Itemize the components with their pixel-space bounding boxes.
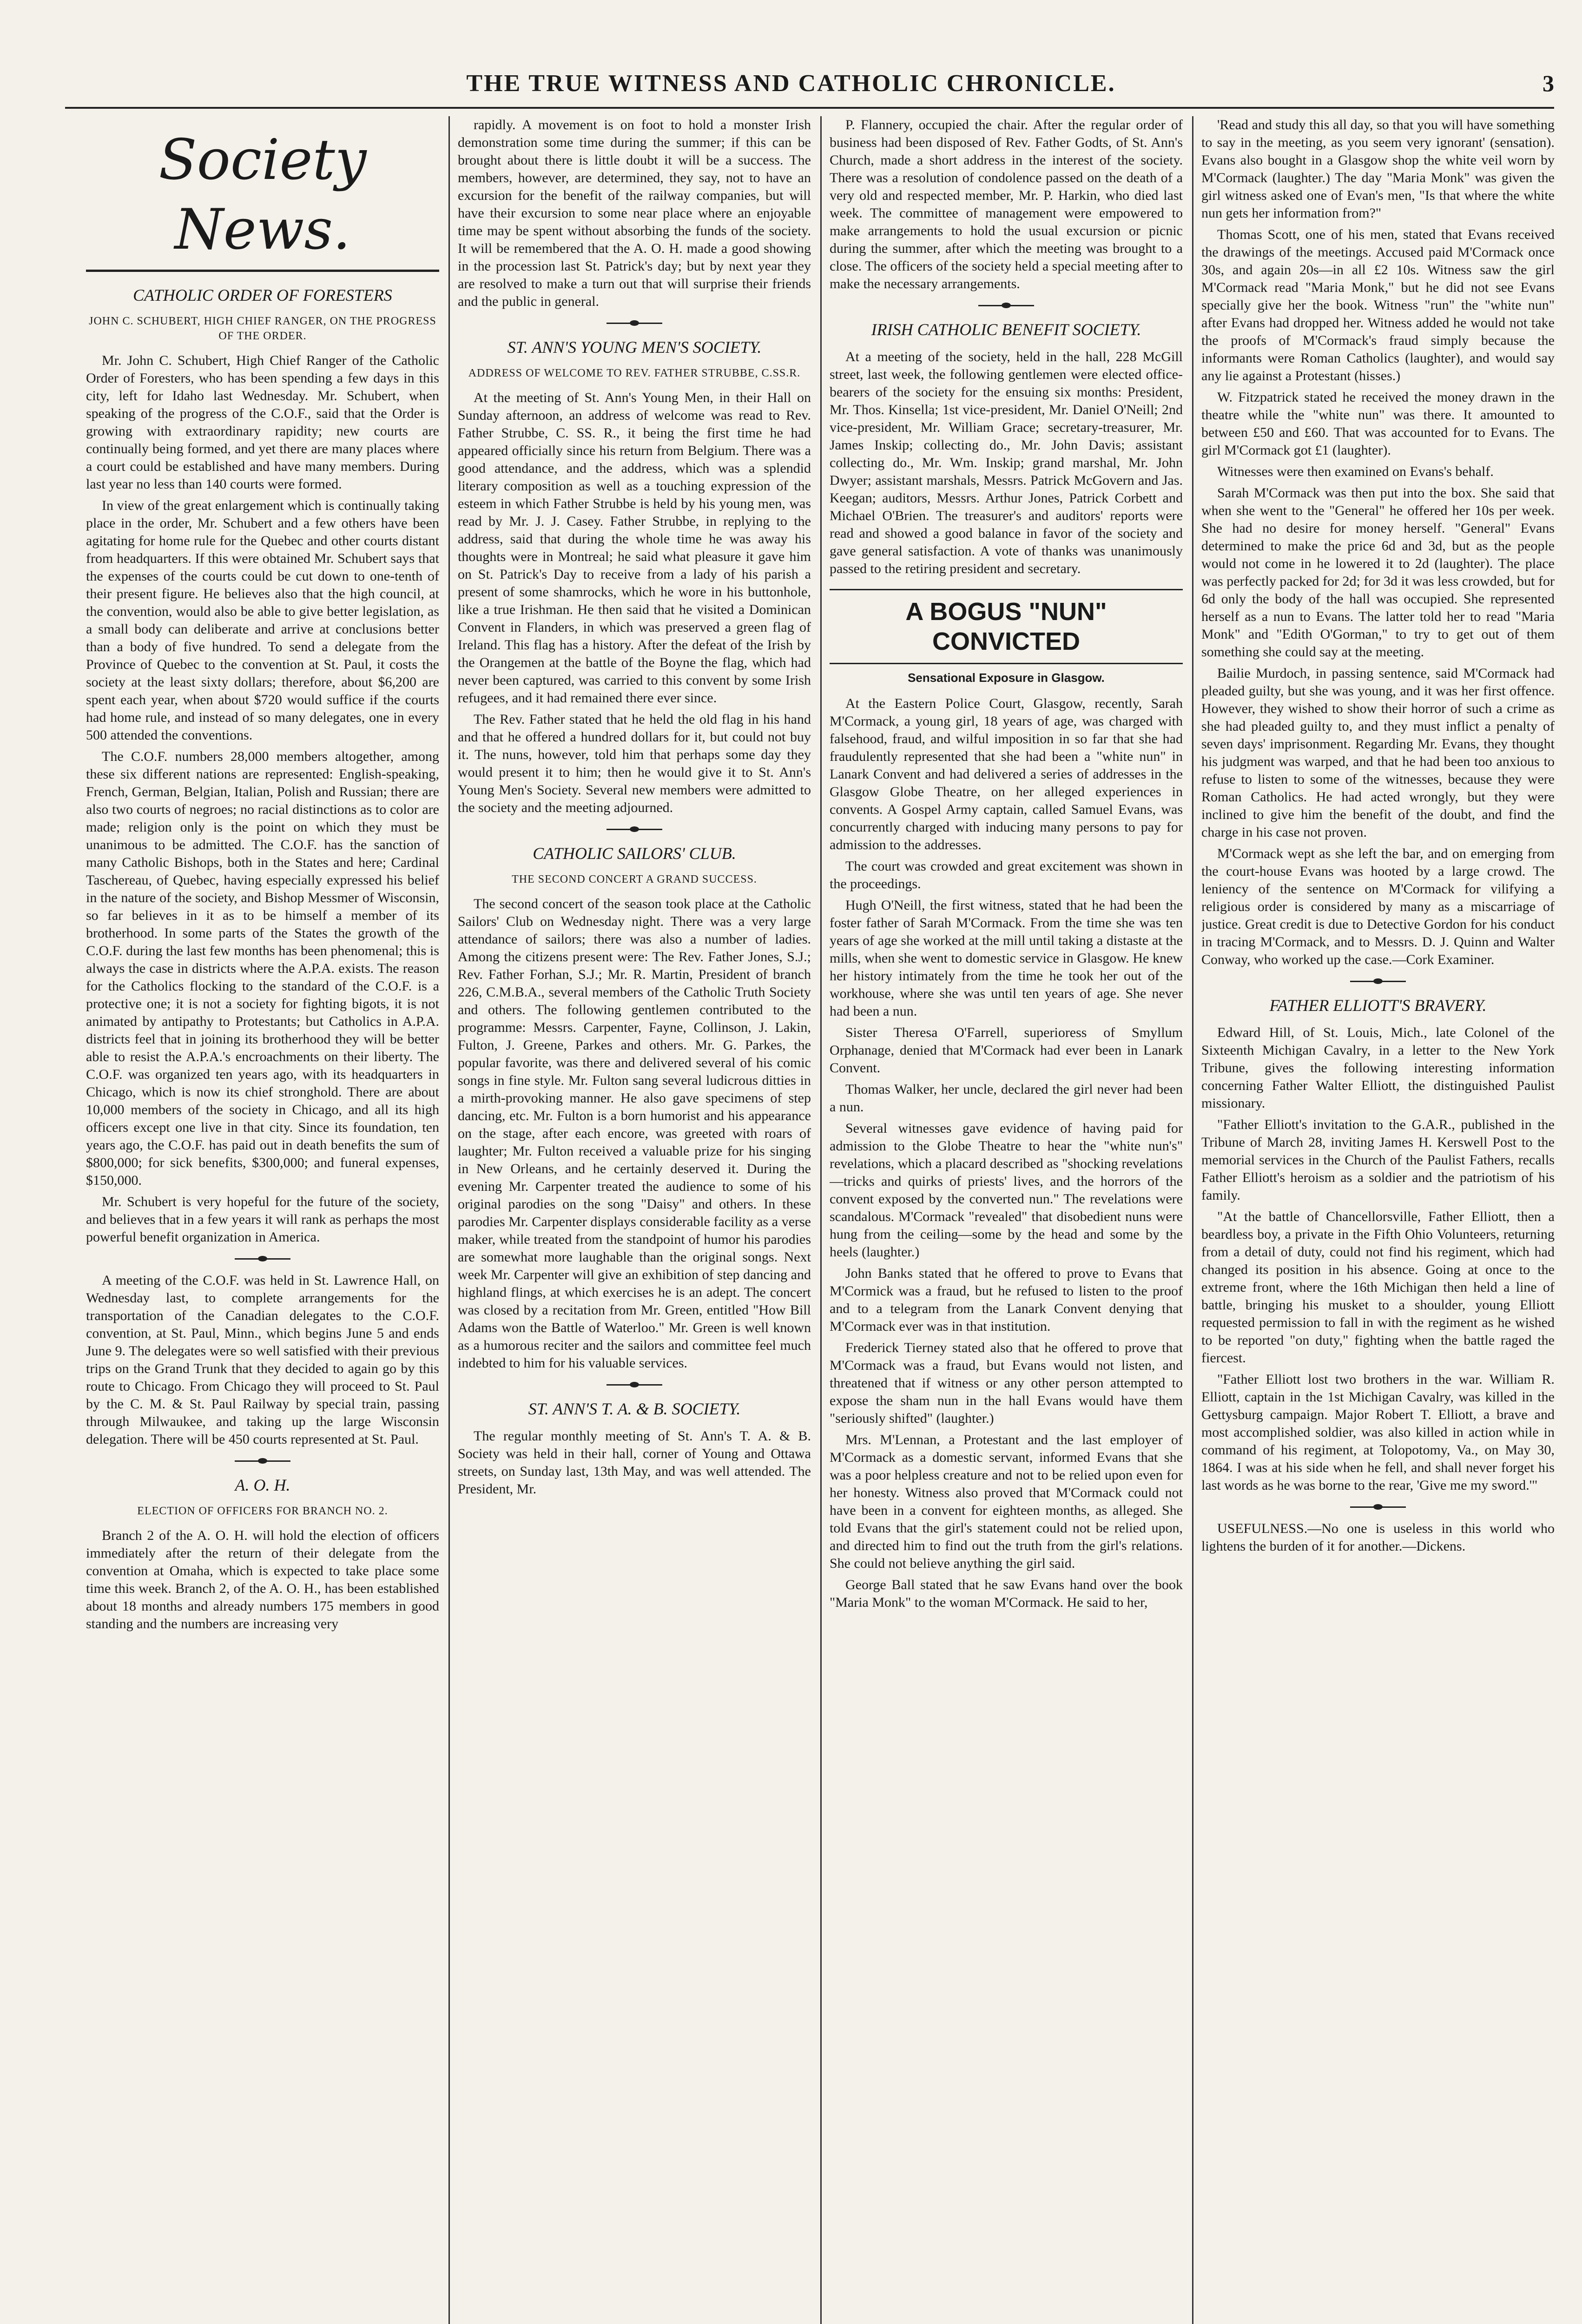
paragraph: The C.O.F. numbers 28,000 members altogether, among these six different nations are represented: English-speaking, French, German, Belgian, Italian, Polish and Russian; there are also two courts of negroes; no racial distinctions as to color are made; religion only is the point on which they must be unanimous to be admitted. The C.O.F. has the sanction of many Catholic Bishops, both in the States and here; Cardinal Taschereau, of Quebec, having especially expressed his belief in the nature of the society, and Bishop Messmer of Wisconsin, so far believes in it as to be himself a member of its brotherhood. In some parts of the States the growth of the C.O.F. during the last few months has been phenomenal; this is always the case in districts where the A.P.A. exists. The reason for the Catholics flocking to the standard of the C.O.F. is a protective one; it is not a society for fighting bigots, it is not animated by antipathy to Protestants; but Catholics in A.P.A. districts feel that in joining its brotherhood they will be better able to resist the A.P.A.'s encroachments on their liberty. The C.O.F. was organized ten years ago, with its headquarters in Chicago, which is now its chief stronghold. There are about 10,000 members of the society in Chicago, and all its high officers except one live in that city. Since its foundation, ten years ago, the C.O.F. has paid out in death benefits the sum of $800,000; for sick benefits, $300,000; and funeral expenses, $150,000.: [86, 749, 439, 1188]
paragraph: Witnesses were then examined on Evans's behalf.: [1217, 464, 1494, 479]
paragraph: Hugh O'Neill, the first witness, stated that he had been the foster father of Sarah M'Cormack. From the time she was ten years of age she worked at the mill until taking a distaste at the mills, when she went to domestic service in Glasgow. He knew her history intimately from the time he took her out of the workhouse, where she was until ten years of age. She never had been a nun.: [830, 898, 1183, 1019]
column-divider: [448, 116, 450, 2324]
separator: [606, 829, 662, 830]
paragraph: Sister Theresa O'Farrell, superioress of Smyllum Orphanage, denied that M'Cormack had ever been in Lanark Convent.: [830, 1025, 1183, 1076]
paragraph: Mrs. M'Lennan, a Protestant and the last employer of M'Cormack as a domestic servant, informed Evans that she was a poor helpless creature and not to be relied upon even for her honesty. Witness also proved that M'Cormack could not have been in a convent for eighteen months, as alleged. She told Evans that the girl's statement could not be relied upon, and directed him to find out the truth from the girl's relations. She could not believe anything the girl said.: [830, 1432, 1183, 1571]
article-headline: A BOGUS "NUN" CONVICTED: [830, 589, 1183, 664]
paragraph: John Banks stated that he offered to prove to Evans that M'Cormick was a fraud, but he refused to listen to the proof and to a telegram from the Lanark Convent denying that M'Cormack ever was in that institution.: [830, 1266, 1183, 1334]
column-2: [458, 116, 811, 2324]
article-heading: CATHOLIC ORDER OF FORESTERS: [133, 286, 392, 304]
paragraph: Several witnesses gave evidence of having paid for admission to the Globe Theatre to hear the "white nun's" revelations, which a placard described as "shocking revelations—tricks and quirks of priests' lives, and the horrors of the convent exposed by the converted nun." The revelations were scandalous. M'Cormack "revealed" that disobedient nuns were hung from the ceiling—some by the head and some by the heels (laughter.): [830, 1121, 1183, 1260]
paragraph: Sarah M'Cormack was then put into the box. She said that when she went to the "General" he offered her 10s per week. She had no desire for money herself. "General" Evans determined to make the price 6d and 3d, but as the people would not come in he lowered it to 2d (laughter). The place was perfectly packed for 2d; for 3d it was less crowded, but for 6d only the body of the hall was occupied. She represented herself as a nun to Evans. The latter told her to read "Maria Monk" and "Edith O'Gorman," to try to get out of them something she could say at the meeting.: [1201, 485, 1555, 660]
article-subheading: ELECTION OF OFFICERS FOR BRANCH NO. 2.: [137, 1505, 388, 1517]
paragraph: Thomas Walker, her uncle, declared the girl never had been a nun.: [830, 1082, 1183, 1115]
paragraph: Bailie Murdoch, in passing sentence, said M'Cormack had pleaded guilty, but she was young, and it was her first offence. However, they wished to show their horror of such a crime as she had pleaded guilty to, and they must inflict a penalty of seven days' imprisonment. Regarding Mr. Evans, they thought his judgment was warped, and that he had been too anxious to refuse to listen to some of the witnesses, because they were Roman Catholics. He had acted wrongly, but they were inclined to give him the benefit of the doubt, and find the charge in his case not proven.: [1201, 666, 1555, 840]
article-heading: ST. ANN'S T. A. & B. SOCIETY.: [528, 1400, 741, 1418]
column-divider: [1192, 116, 1193, 2324]
article-subheading: Sensational Exposure in Glasgow.: [908, 671, 1105, 685]
article-heading: CATHOLIC SAILORS' CLUB.: [533, 844, 736, 863]
paragraph: rapidly. A movement is on foot to hold a monster Irish demonstration some time during the summer; if this can be brought about there is little doubt it will be a success. The members, however, are determined, they say, not to have an excursion for the benefit of the railway companies, but will have their excursion to some near place where an enjoyable time may be spent without absorbing the funds of the society. It will be remembered that the A. O. H. made a good showing in the procession last St. Patrick's day; but by next year they are resolved to make a turn out that will surprise their friends and the public in general.: [458, 117, 811, 309]
separator: [235, 1460, 290, 1462]
section-title: Society News.: [158, 128, 367, 262]
article-heading: IRISH CATHOLIC BENEFIT SOCIETY.: [871, 320, 1141, 339]
paragraph: The regular monthly meeting of St. Ann's T. A. & B. Society was held in their hall, corner of Young and Ottawa streets, on Sunday last, 13th May, and was well attended. The President, Mr.: [458, 1428, 811, 1497]
paragraph: USEFULNESS.—No one is useless in this world who lightens the burden of it for another.—Dickens.: [1201, 1521, 1555, 1554]
paragraph: W. Fitzpatrick stated he received the money drawn in the theatre while the "white nun" was there. It amounted to between £50 and £60. That was accounted for to Evans. The girl M'Cormack got £1 (laughter).: [1201, 390, 1555, 458]
paragraph: At the Eastern Police Court, Glasgow, recently, Sarah M'Cormack, a young girl, 18 years of age, was charged with falsehood, fraud, and wilful imposition in so far that she had fraudulently represented that she had been a "white nun" in Lanark Convent and had delivered a series of addresses in the Glasgow Globe Theatre, on her alleged experiences in convents. A Gospel Army captain, called Samuel Evans, was concurrently charged with inducing many persons to pay for admission to the addresses.: [830, 696, 1183, 852]
paragraph: "Father Elliott lost two brothers in the war. William R. Elliott, captain in the 1st Michigan Cavalry, was killed in the Gettysburg campaign. Major Robert T. Elliott, a brave and most accomplished soldier, was also killed in action while in command of his regiment, at Tolopotomy, Va., on May 30, 1864. I was at his side when he fell, and shall never forget his last words as he was borne to the rear, 'Give me my sword.'": [1201, 1372, 1555, 1493]
paragraph: In view of the great enlargement which is continually taking place in the order, Mr. Schubert and a few others have been agitating for home rule for the Quebec and other courts distant from headquarters. If this were obtained Mr. Schubert says that the expenses of the courts could be cut down to one-tenth of their present figure. He believes also that the high council, at the convention, would also be able to give better legislation, as a small body can deliberate and arrive at conclusions better than a body of five hundred. To send a delegate from the Province of Quebec to the convention at St. Paul, it costs the society at the least sixty dollars; therefore, about $6,200 are spent each year, when about $720 would suffice if the courts had home rule, and instead of so many delegates, one in every 500 attended the conventions.: [86, 498, 439, 743]
column-divider: [820, 116, 822, 2324]
separator: [978, 305, 1034, 306]
paragraph: The Rev. Father stated that he held the old flag in his hand and that he offered a hundred dollars for it, but could not buy it. The nuns, however, told him that perhaps some day they would present it to him; then he would give it to St. Ann's Young Men's Society. Several new members were admitted to the society and the meeting adjourned.: [458, 712, 811, 815]
paragraph: Mr. John C. Schubert, High Chief Ranger of the Catholic Order of Foresters, who has been spending a few days in this city, left for Idaho last Wednesday. Mr. Schubert, when speaking of the progress of the C.O.F., said that the Order is growing with extraordinary rapidity; new courts are continually being formed, and yet there are many places where a court could be established and have many members. During last year no less than 140 courts were formed.: [86, 353, 439, 492]
separator: [235, 1258, 290, 1260]
paragraph: At a meeting of the society, held in the hall, 228 McGill street, last week, the following gentlemen were elected office-bearers of the society for the ensuing six months: President, Mr. Thos. Kinsella; 1st vice-president, Mr. Daniel O'Neill; 2nd vice-president, Mr. William Grace; secretary-treasurer, Mr. James Inskip; collecting do., Mr. John Davis; assistant collecting do., Mr. Wm. Inskip; grand marshal, Mr. John Dwyer; assistant marshals, Messrs. Patrick McGovern and Jas. Keegan; auditors, Messrs. Arthur Jones, Patrick Corbett and Michael O'Brien. The treasurer's and auditors' reports were read and showed a good balance in favor of the society and gave general satisfaction. A vote of thanks was unanimously passed to the retiring president and secretary.: [830, 349, 1183, 576]
header-rule: [65, 107, 1554, 109]
column-4: [1201, 116, 1555, 2324]
paragraph: The second concert of the season took place at the Catholic Sailors' Club on Wednesday night. There was a very large attendance of sailors; there was also a number of ladies. Among the citizens present were: The Rev. Father Jones, S.J.; Rev. Father Forhan, S.J.; Mr. R. Martin, President of branch 226, C.M.B.A., several members of the Catholic Truth Society and others. The following gentlemen contributed to the programme: Messrs. Carpenter, Fayne, Collinson, J. Lakin, Fulton, J. Greene, Parkes and others. Mr. G. Parkes, the popular favorite, was there and delivered several of his comic songs in fine style. Mr. Fulton sang several ludicrous ditties in a mirth-provoking manner. He also gave specimens of step dancing, etc. Mr. Fulton is a born humorist and his appearance on the stage, after each encore, was greeted with roars of laughter; Mr. Fulton received a valuable prize for his singing in New Orleans, and he certainly deserved it. During the evening Mr. Carpenter treated the audience to some of his original parodies on the song "Daisy" and others. In these parodies Mr. Carpenter displays considerable facility as a verse maker, while treated from the standpoint of humor his parodies are somewhat more laughable than the original songs. Next week Mr. Carpenter will give an exhibition of step dancing and highland flings, at which exercises he is an adept. The concert was closed by a recitation from Mr. Green, entitled "How Bill Adams won the Battle of Waterloo." Mr. Green is well known as a humorous reciter and the sailors and committee feel much indebted to him for his valuable services.: [458, 896, 811, 1371]
paragraph: "At the battle of Chancellorsville, Father Elliott, then a beardless boy, a private in the Fifth Ohio Volunteers, returning from a detail of duty, could not find his regiment, which had changed its position in his absence. Going at once to the extreme front, where the 16th Michigan then held a line of battle, bringing his musket to a shoulder, young Elliott requested permission to fall in with the regiment as he wished to be reported "on duty," fighting when the battle raged the fiercest.: [1201, 1209, 1555, 1366]
article-heading: FATHER ELLIOTT'S BRAVERY.: [1269, 996, 1487, 1015]
paragraph: 'Read and study this all day, so that you will have something to say in the meeting, as you seem very ignorant' (sensation). Evans also bought in a Glasgow shop the white veil worn by M'Cormack (laughter.) The day "Maria Monk" was given the girl witness asked one of Evan's men, "Is that where the white nun gets her information from?": [1201, 117, 1555, 221]
page-header: [0, 0, 1582, 102]
paragraph: P. Flannery, occupied the chair. After the regular order of business had been disposed of Rev. Father Godts, of St. Ann's Church, made a short address in the interest of the society. There was a resolution of condolence passed on the death of a very old and respected member, Mr. P. Harkin, who died last week. The committee of management were empowered to make arrangements to hold the usual excursion or picnic during the summer, after which the meeting was brought to a close. The officers of the society held a special meeting after to make the necessary arrangements.: [830, 117, 1183, 291]
paragraph: Edward Hill, of St. Louis, Mich., late Colonel of the Sixteenth Michigan Cavalry, in a letter to the New York Tribune, gives the following interesting information concerning Father Walter Elliott, the distinguished Paulist missionary.: [1201, 1025, 1555, 1111]
paragraph: At the meeting of St. Ann's Young Men, in their Hall on Sunday afternoon, an address of welcome was read to Rev. Father Strubbe, C. SS. R., it being the first time he had appeared officially since his return from Belgium. There was a good attendance, and the address, which was a splendid literary composition as well as a touching expression of the esteem in which Father Strubbe is held by his young men, was read by Mr. J. J. Casey. Father Strubbe, in replying to the address, said that during the whole time he was away his thoughts were in Montreal; he said what pleasure it gave him on St. Patrick's Day to receive from a lady of his parish a present of some shamrocks, which he wore in his buttonhole, like a true Irishman. He then said that he visited a Dominican Convent in Flanders, in which was preserved a green flag of Ireland. This flag has a history. After the defeat of the Irish by the Orangemen at the battle of the Boyne the flag, which had never been captured, was carried to this convent by some Irish refugees, and it had remained there ever since.: [458, 390, 811, 706]
article-subheading: ADDRESS OF WELCOME TO REV. FATHER STRUBBE, C.SS.R.: [468, 367, 801, 379]
paragraph: George Ball stated that he saw Evans hand over the book "Maria Monk" to the woman M'Cormack. He said to her,: [830, 1577, 1183, 1610]
paragraph: M'Cormack wept as she left the bar, and on emerging from the court-house Evans was hooted by a large crowd. The leniency of the sentence on M'Cormack for vilifying a religious order is considered by many as a miscarriage of justice. Great credit is due to Detective Gordon for his conduct in tracing M'Cormack, and to Messrs. D. J. Quinn and Walter Conway, who worked up the case.—Cork Examiner.: [1201, 846, 1555, 967]
article-heading: ST. ANN'S YOUNG MEN'S SOCIETY.: [507, 338, 762, 357]
separator: [1350, 981, 1406, 982]
paragraph: Frederick Tierney stated also that he offered to prove that M'Cormack was a fraud, but Evans would not listen, and threatened that if witness or any other person attempted to expose the sham nun in the hall Evans would have them "seriously shifted" (laughter.): [830, 1340, 1183, 1426]
paragraph: Thomas Scott, one of his men, stated that Evans received the drawings of the meetings. Accused paid M'Cormack once 30s, and again 20s—in all £2 10s. Witness saw the girl M'Cormack read "Maria Monk," but he did not see Evans specially give her the book. Witness "run" the "white nun" after Evans had dropped her. Witness added he would not take the proofs of M'Cormack's fraud simply because the informants were Roman Catholics (laughter), and would say any lie against a Protestant (hisses.): [1201, 227, 1555, 383]
paragraph: "Father Elliott's invitation to the G.A.R., published in the Tribune of March 28, inviting James H. Kerswell Post to the memorial services in the Church of the Paulist Fathers, recalls Father Elliott's heroism as a soldier and the patriotism of his family.: [1201, 1117, 1555, 1203]
column-1: [86, 116, 439, 2324]
column-3: [830, 116, 1183, 2324]
paragraph: Mr. Schubert is very hopeful for the future of the society, and believes that in a few years it will rank as perhaps the most powerful benefit organization in America.: [86, 1194, 439, 1245]
article-heading: A. O. H.: [235, 1476, 290, 1494]
separator: [606, 323, 662, 324]
article-subheading: THE SECOND CONCERT A GRAND SUCCESS.: [512, 873, 757, 885]
title-rule: [86, 270, 439, 272]
paragraph: Branch 2 of the A. O. H. will hold the election of officers immediately after the return of their delegate from the convention at Omaha, which is expected to take place some time this week. Branch 2, of the A. O. H., has been established about 18 months and already numbers 175 members in good standing and the numbers are increasing very: [86, 1528, 439, 1631]
separator: [1350, 1506, 1406, 1508]
paragraph: A meeting of the C.O.F. was held in St. Lawrence Hall, on Wednesday last, to complete arrangements for the transportation of the Canadian delegates to the C.O.F. convention, at St. Paul, Minn., which begins June 5 and ends June 9. The delegates were so well satisfied with their previous trips on the Grand Trunk that they decided to again go by this route to Chicago. From Chicago they will proceed to St. Paul by the C. M. & St. Paul Railway by special train, passing through Milwaukee, and taking up the large Wisconsin delegation. There will be 450 courts represented at St. Paul.: [86, 1273, 439, 1447]
paragraph: The court was crowded and great excitement was shown in the proceedings.: [830, 858, 1183, 891]
page-number: 3: [1542, 70, 1554, 96]
article-subheading: JOHN C. SCHUBERT, HIGH CHIEF RANGER, ON THE PROGRESS OF THE ORDER.: [89, 315, 436, 342]
masthead: THE TRUE WITNESS AND CATHOLIC CHRONICLE.: [466, 70, 1116, 97]
separator: [606, 1384, 662, 1386]
